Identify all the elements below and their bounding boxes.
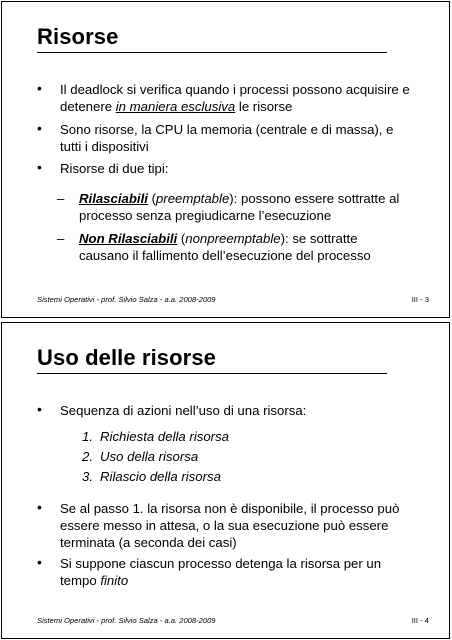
emphasis-text: in maniera esclusiva (115, 99, 236, 114)
bullet-icon: • (37, 499, 42, 515)
page-number: III - 3 (411, 295, 429, 304)
slide-risorse (1, 1, 450, 318)
emphasis-text: finito (100, 573, 129, 588)
slide-footer: Sistemi Operativi - prof. Silvio Salza - a.a. 2008-2009 (37, 616, 216, 625)
bullet-text: Il deadlock si verifica quando i processi possono acquisire e detenere in maniera esclusiva le risorse (60, 82, 410, 114)
numbered-step: 1. Richiesta della risorsa (82, 429, 229, 444)
page-number: III - 4 (411, 616, 429, 625)
numbered-step: 3. Rilascio della risorsa (82, 469, 221, 484)
term-non-rilasciabili: Non Rilasciabili (79, 231, 178, 246)
dash-icon: – (57, 231, 65, 246)
dash-icon: – (57, 191, 65, 206)
title-underline (37, 373, 387, 374)
bullet-icon: • (37, 401, 42, 417)
slide-footer: Sistemi Operativi - prof. Silvio Salza - a.a. 2008-2009 (37, 295, 216, 304)
bullet-text: Risorse di due tipi: (60, 161, 169, 176)
title-underline (37, 52, 387, 53)
bullet-icon: • (37, 159, 42, 175)
slide-uso-delle-risorse (1, 322, 450, 639)
bullet-text: Si suppone ciascun processo detenga la risorsa per un tempo finito (60, 556, 382, 588)
bullet-icon: • (37, 554, 42, 570)
bullet-text: Sono risorse, la CPU la memoria (centrale e di massa), e tutti i dispositivi (60, 122, 394, 154)
sub-item-text: Rilasciabili (preemptable): possono essere sottratte al processo senza pregiudicarne l’esecuzione (79, 191, 400, 223)
slide-title: Risorse (37, 24, 119, 49)
slide-title: Uso delle risorse (37, 345, 216, 370)
sub-item-text: Non Rilasciabili (nonpreemptable): se sottratte causano il fallimento dell’esecuzione del processo (79, 231, 371, 263)
bullet-text: Sequenza di azioni nell’uso di una risorsa: (60, 403, 307, 418)
bullet-icon: • (37, 120, 42, 136)
bullet-text: Se al passo 1. la risorsa non è disponibile, il processo può essere messo in attesa, o la sua esecuzione può essere terminata (a seconda dei casi) (60, 501, 400, 550)
bullet-icon: • (37, 80, 42, 96)
term-rilasciabili: Rilasciabili (79, 191, 148, 206)
numbered-step: 2. Uso della risorsa (82, 449, 199, 464)
